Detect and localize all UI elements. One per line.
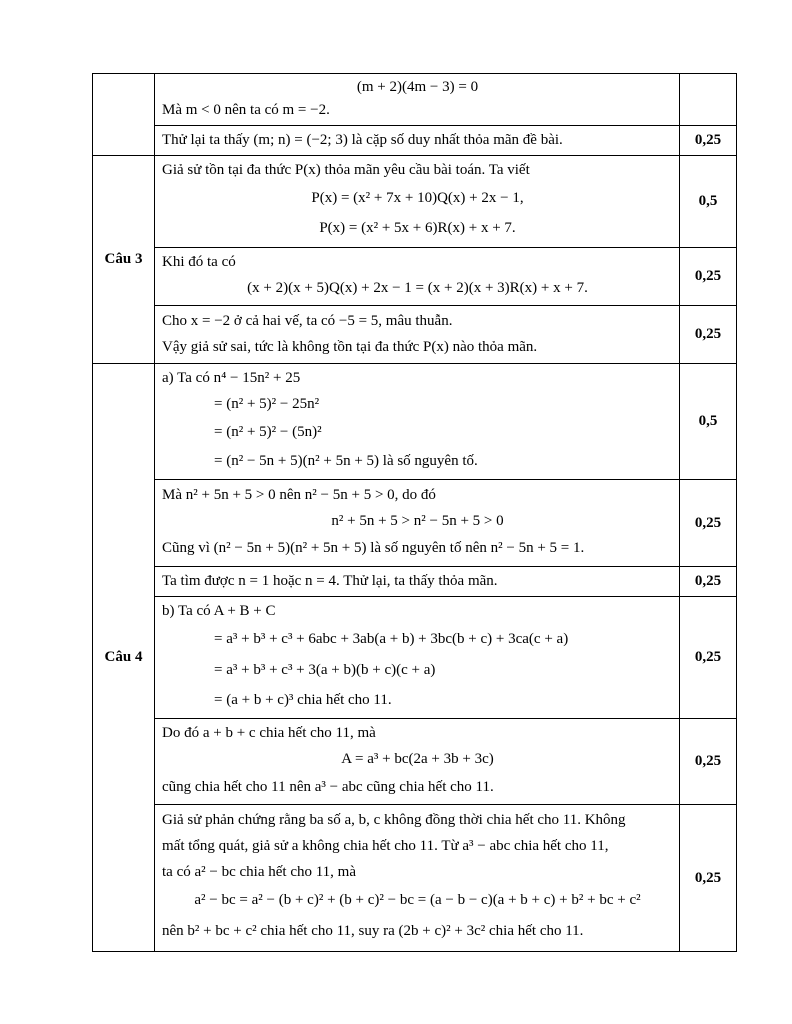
question-label bbox=[93, 74, 155, 156]
solution-cell bbox=[155, 248, 680, 306]
solution-line: Giả sử phản chứng rằng ba số a, b, c không đồng thời chia hết cho 11. Không bbox=[162, 812, 626, 828]
score-cell: 0,5 bbox=[680, 156, 737, 248]
score-cell: 0,25 bbox=[680, 805, 737, 952]
solution-line: n² + 5n + 5 > n² − 5n + 5 > 0 bbox=[331, 513, 504, 529]
table-row bbox=[93, 156, 737, 248]
table-row bbox=[93, 805, 737, 952]
score-cell: 0,25 bbox=[680, 248, 737, 306]
solution-line: = a³ + b³ + c³ + 6abc + 3ab(a + b) + 3bc(b + c) + 3ca(c + a) bbox=[214, 631, 569, 647]
solution-line: (x + 2)(x + 5)Q(x) + 2x − 1 = (x + 2)(x + 3)R(x) + x + 7. bbox=[247, 280, 588, 296]
score-cell: 0,25 bbox=[680, 719, 737, 805]
score-cell: 0,25 bbox=[680, 126, 737, 156]
solution-line: Khi đó ta có bbox=[162, 254, 236, 270]
solution-line: a) Ta có n⁴ − 15n² + 25 bbox=[162, 370, 301, 386]
solution-line: cũng chia hết cho 11 nên a³ − abc cũng chia hết cho 11. bbox=[162, 779, 494, 795]
solution-cell bbox=[155, 480, 680, 567]
solution-line: = (a + b + c)³ chia hết cho 11. bbox=[214, 692, 392, 708]
score-cell: 0,25 bbox=[680, 597, 737, 719]
solution-line: a² − bc = a² − (b + c)² + (b + c)² − bc = (a − b − c)(a + b + c) + b² + bc + c² bbox=[194, 892, 641, 908]
score-cell: 0,25 bbox=[680, 480, 737, 567]
solution-line: A = a³ + bc(2a + 3b + 3c) bbox=[341, 751, 494, 767]
answer-key-table bbox=[92, 73, 737, 952]
solution-line: = a³ + b³ + c³ + 3(a + b)(b + c)(c + a) bbox=[214, 662, 436, 678]
solution-cell bbox=[155, 719, 680, 805]
table-row bbox=[93, 248, 737, 306]
solution-cell bbox=[155, 156, 680, 248]
solution-line: = (n² + 5)² − 25n² bbox=[214, 396, 320, 412]
solution-line: Do đó a + b + c chia hết cho 11, mà bbox=[162, 725, 376, 741]
solution-line: Mà m < 0 nên ta có m = −2. bbox=[162, 102, 330, 118]
solution-cell bbox=[155, 597, 680, 719]
score-cell: 0,25 bbox=[680, 306, 737, 364]
solution-line: Cũng vì (n² − 5n + 5)(n² + 5n + 5) là số nguyên tố nên n² − 5n + 5 = 1. bbox=[162, 540, 585, 556]
score-cell bbox=[680, 74, 737, 126]
question-label: Câu 4 bbox=[93, 364, 155, 952]
solution-cell bbox=[155, 567, 680, 597]
table-row bbox=[93, 480, 737, 567]
table-row bbox=[93, 126, 737, 156]
solution-line: b) Ta có A + B + C bbox=[162, 603, 276, 619]
solution-line: Thử lại ta thấy (m; n) = (−2; 3) là cặp số duy nhất thỏa mãn đề bài. bbox=[162, 132, 563, 148]
solution-cell bbox=[155, 805, 680, 952]
solution-cell bbox=[155, 126, 680, 156]
solution-line: Giả sử tồn tại đa thức P(x) thỏa mãn yêu cầu bài toán. Ta viết bbox=[162, 162, 530, 178]
solution-cell bbox=[155, 74, 680, 126]
solution-line: P(x) = (x² + 7x + 10)Q(x) + 2x − 1, bbox=[311, 190, 524, 206]
solution-line: mất tổng quát, giả sử a không chia hết cho 11. Từ a³ − abc chia hết cho 11, bbox=[162, 838, 609, 854]
score-cell: 0,5 bbox=[680, 364, 737, 480]
score-cell: 0,25 bbox=[680, 567, 737, 597]
solution-line: Vậy giả sử sai, tức là không tồn tại đa thức P(x) nào thỏa mãn. bbox=[162, 339, 538, 355]
solution-line: Ta tìm được n = 1 hoặc n = 4. Thử lại, ta thấy thỏa mãn. bbox=[162, 573, 498, 589]
table-row bbox=[93, 597, 737, 719]
table-row bbox=[93, 306, 737, 364]
question-label: Câu 3 bbox=[93, 156, 155, 364]
solution-line: Cho x = −2 ở cả hai vế, ta có −5 = 5, mâu thuẫn. bbox=[162, 313, 453, 329]
solution-line: = (n² + 5)² − (5n)² bbox=[214, 424, 322, 440]
solution-cell bbox=[155, 306, 680, 364]
table-row bbox=[93, 74, 737, 126]
solution-line: P(x) = (x² + 5x + 6)R(x) + x + 7. bbox=[319, 220, 516, 236]
solution-line: ta có a² − bc chia hết cho 11, mà bbox=[162, 864, 356, 880]
solution-line: = (n² − 5n + 5)(n² + 5n + 5) là số nguyên tố. bbox=[214, 453, 478, 469]
table-row bbox=[93, 364, 737, 480]
table-row bbox=[93, 719, 737, 805]
solution-line: nên b² + bc + c² chia hết cho 11, suy ra (2b + c)² + 3c² chia hết cho 11. bbox=[162, 923, 584, 939]
solution-cell bbox=[155, 364, 680, 480]
answer-key-body bbox=[93, 74, 737, 952]
solution-line: Mà n² + 5n + 5 > 0 nên n² − 5n + 5 > 0, do đó bbox=[162, 487, 436, 503]
solution-line: (m + 2)(4m − 3) = 0 bbox=[356, 79, 479, 95]
table-row bbox=[93, 567, 737, 597]
